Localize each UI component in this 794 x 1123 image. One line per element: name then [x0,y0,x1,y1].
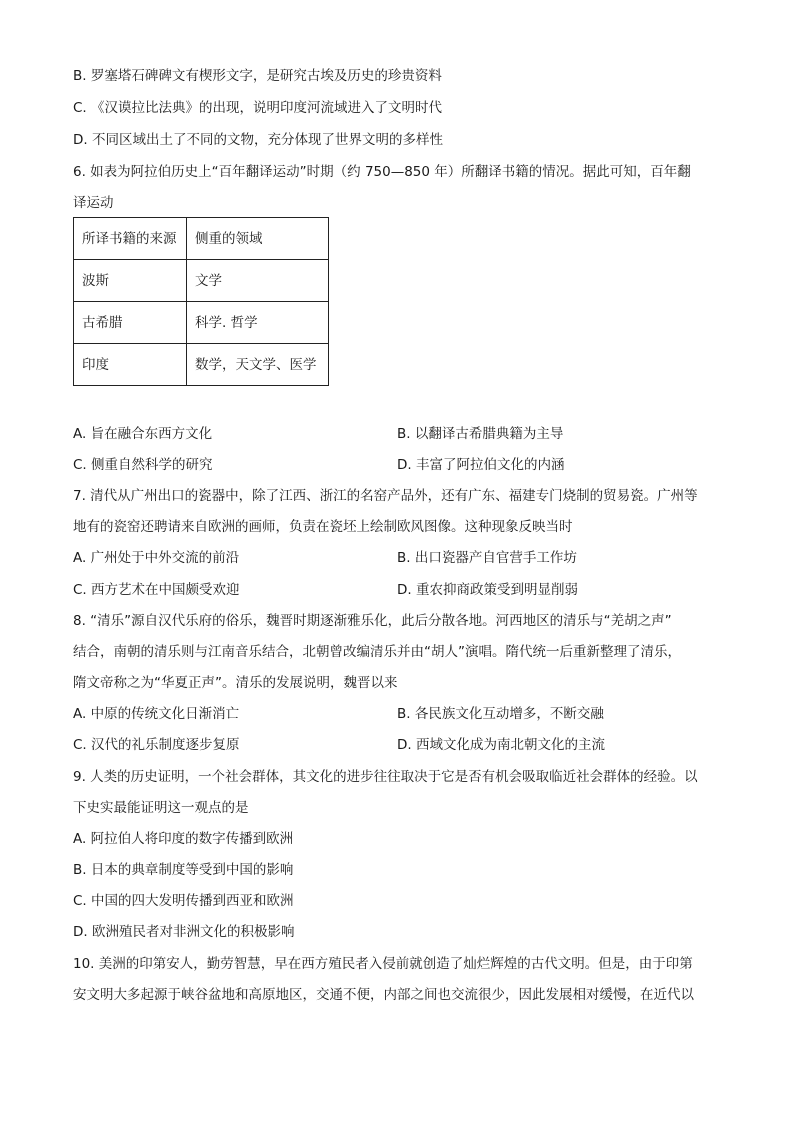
q7-stem-line-2: 地有的瓷窑还聘请来自欧洲的画师，负责在瓷坯上绘制欧风图像。这种现象反映当时 [73,519,573,535]
table-cell: 古希腊 [74,302,187,344]
table-cell: 印度 [74,344,187,386]
q10-stem-line-1: 10. 美洲的印第安人，勤劳智慧，早在西方殖民者入侵前就创造了灿烂辉煌的古代文明。但是，由于印第 [73,956,693,972]
q6-table [73,217,329,386]
table-header-source: 所译书籍的来源 [74,218,187,260]
q7-option-c: C. 西方艺术在中国颇受欢迎 [73,582,240,598]
table-row [74,260,329,302]
table-cell: 科学. 哲学 [187,302,329,344]
table-cell: 数学，天文学、医学 [187,344,329,386]
q6-option-a: A. 旨在融合东西方文化 [73,426,213,442]
q8-option-d: D. 西域文化成为南北朝文化的主流 [397,737,605,753]
q7-option-b: B. 出口瓷器产自官营手工作坊 [397,550,577,566]
q9-stem-line-2: 下史实最能证明这一观点的是 [73,800,249,816]
q6-option-d: D. 丰富了阿拉伯文化的内涵 [397,457,565,473]
q7-stem-line-1: 7. 清代从广州出口的瓷器中，除了江西、浙江的名窑产品外，还有广东、福建专门烧制的贸易瓷。广州等 [73,488,698,504]
q8-stem-line-1: 8. “清乐”源自汉代乐府的俗乐，魏晋时期逐渐雅乐化，此后分散各地。河西地区的清乐与“羌胡之声” [73,613,672,629]
table-cell: 波斯 [74,260,187,302]
q9-stem-line-1: 9. 人类的历史证明，一个社会群体，其文化的进步往往取决于它是否有机会吸取临近社会群体的经验。以 [73,769,698,785]
table-cell: 文学 [187,260,329,302]
q6-stem-line-1: 6. 如表为阿拉伯历史上“百年翻译运动”时期（约 750—850 年）所翻译书籍的情况。据此可知，百年翻 [73,164,691,180]
q5-option-b: B. 罗塞塔石碑碑文有楔形文字，是研究古埃及历史的珍贵资料 [73,68,442,84]
q6-option-c: C. 侧重自然科学的研究 [73,457,213,473]
q9-option-b: B. 日本的典章制度等受到中国的影响 [73,862,294,878]
q9-option-a: A. 阿拉伯人将印度的数字传播到欧洲 [73,831,294,847]
q8-option-c: C. 汉代的礼乐制度逐步复原 [73,737,240,753]
q8-option-a: A. 中原的传统文化日渐消亡 [73,706,240,722]
q5-option-d: D. 不同区域出土了不同的文物，充分体现了世界文明的多样性 [73,132,443,148]
q10-stem-line-2: 安文明大多起源于峡谷盆地和高原地区，交通不便，内部之间也交流很少，因此发展相对缓慢，在近代以 [73,987,694,1003]
q6-option-b: B. 以翻译古希腊典籍为主导 [397,426,564,442]
table-row [74,344,329,386]
q8-option-b: B. 各民族文化互动增多，不断交融 [397,706,604,722]
q7-option-a: A. 广州处于中外交流的前沿 [73,550,240,566]
q7-option-d: D. 重农抑商政策受到明显削弱 [397,582,578,598]
table-header-row [74,218,329,260]
table-row [74,302,329,344]
q5-option-c: C. 《汉谟拉比法典》的出现，说明印度河流域进入了文明时代 [73,100,443,116]
q6-stem-line-2: 译运动 [73,195,114,211]
q8-stem-line-2: 结合，南朝的清乐则与江南音乐结合，北朝曾改编清乐并由“胡人”演唱。隋代统一后重新整理了清乐， [73,644,681,660]
q9-option-d: D. 欧洲殖民者对非洲文化的积极影响 [73,924,295,940]
table-header-field: 侧重的领域 [187,218,329,260]
q9-option-c: C. 中国的四大发明传播到西亚和欧洲 [73,893,294,909]
q8-stem-line-3: 隋文帝称之为“华夏正声”。清乐的发展说明，魏晋以来 [73,675,398,691]
